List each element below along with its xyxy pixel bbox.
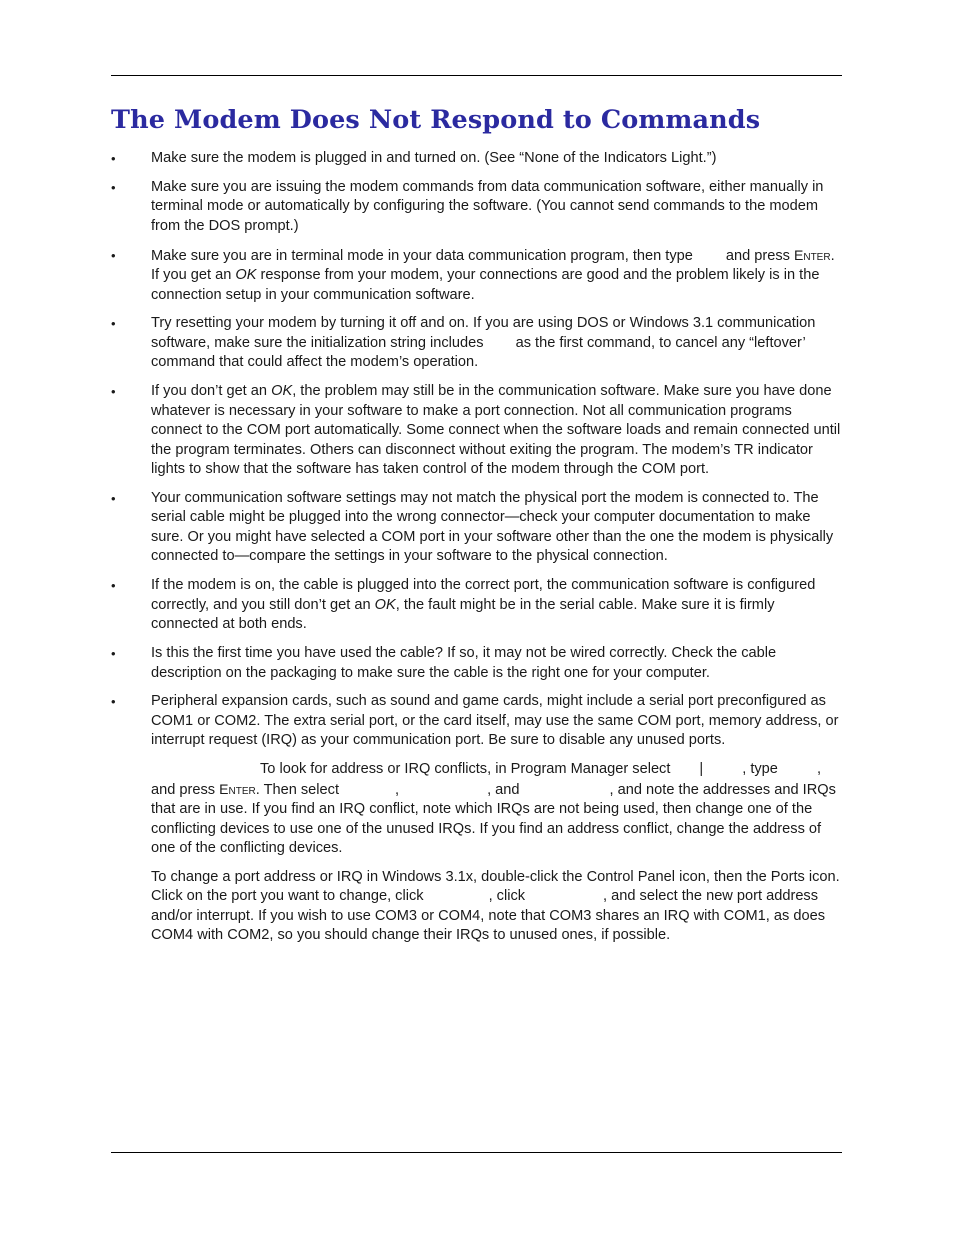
list-item [111, 314, 842, 373]
tip-paragraph [111, 760, 842, 859]
ok-response: OK [271, 383, 293, 400]
item-text: . If you get an [151, 247, 835, 284]
tip-text: , [395, 781, 400, 798]
item-text: Try resetting your modem by turning it off and on. If you are using DOS or Windows 3.1 communication software, make sure the initialization string includes [151, 315, 816, 351]
list-item [111, 489, 842, 567]
enter-key-label: Enter [219, 780, 256, 797]
item-text: If the modem is on, the cable is plugged into the correct port, the communication software is configured correctly, and you still don’t get an [151, 577, 816, 613]
bullet: • [111, 316, 116, 332]
top-rule [111, 75, 842, 76]
change-text: , and select the new port address and/or interrupt. If you wish to use COM3 or COM4, note that COM3 shares an IRQ with COM1, as does COM4 with COM2, so you should change their IRQs to unused ones, if possible. [151, 888, 826, 944]
bullet: • [111, 578, 116, 594]
bullet: • [111, 384, 116, 400]
item-text: Make sure you are in terminal mode in your data communication program, then type [151, 247, 693, 264]
change-text: , click [488, 888, 526, 905]
enter-key-label: Enter [794, 246, 831, 263]
list-item [111, 576, 842, 635]
list-item [111, 382, 842, 480]
item-text: , the fault might be in the serial cable. Make sure it is firmly connected at both ends. [151, 596, 775, 633]
item-text: Make sure the modem is plugged in and turned on. (See “None of the Indicators Light.”) [151, 150, 717, 166]
item-text: Is this the first time you have used the cable? If so, it may not be wired correctly. Check the cable description on the packaging to make sure the cable is the right one for your computer. [151, 645, 777, 681]
change-text: To change a port address or IRQ in Windows 3.1x, double-click the Control Panel icon, then the Ports icon. Click on the port you want to change, click [151, 868, 840, 905]
menu-separator: | [699, 761, 704, 778]
body-content [111, 149, 842, 955]
item-text: response from your modem, your connections are good and the problem likely is in the connection setup in your communication software. [151, 267, 820, 303]
tip-text: To look for address or IRQ conflicts, in Program Manager select [260, 761, 671, 778]
bullet: • [111, 694, 116, 710]
port-change-paragraph [111, 868, 842, 946]
bottom-rule [111, 1152, 842, 1153]
list-item [111, 149, 842, 169]
ok-response: OK [235, 267, 257, 284]
bullet: • [111, 179, 116, 195]
tip-text: . Then select [255, 781, 340, 798]
list-item [111, 644, 842, 683]
ok-response: OK [374, 596, 396, 613]
bullet: • [111, 646, 116, 662]
bullet: • [111, 490, 116, 506]
item-text: Make sure you are issuing the modem commands from data communication software, either manually in terminal mode or automatically by configuring the software. (You cannot send commands to the modem from the DOS prompt.) [151, 178, 824, 234]
tip-text: , and [487, 781, 520, 798]
item-text: as the first command, to cancel any “leftover’ command that could affect the modem’s operation. [151, 334, 806, 371]
item-text: Peripheral expansion cards, such as sound and game cards, might include a serial port preconfigured as COM1 or COM2. The extra serial port, or the card itself, may use the same COM port, memory address, or interrupt request (IRQ) as your communication port. Be sure to disable any unused ports. [151, 693, 839, 749]
list-item [111, 692, 842, 751]
item-text: Your communication software settings may not match the physical port the modem is connected to. The serial cable might be plugged into the wrong connector—check your computer documentation to make sure. Or you might have selected a COM port in your software other than the one the modem is physically connected to—compare the settings in your software to the physical connection. [151, 489, 834, 565]
bullet: • [111, 247, 116, 263]
item-text: and press [725, 247, 790, 264]
tip-text: , and note the addresses and IRQs that are in use. If you find an IRQ conflict, note which IRQs are not being used, then change one of the conflicting devices to use one of the unused IRQs. If you find an address conflict, change the address of one of the conflicting devices. [151, 781, 836, 857]
bullet: • [111, 151, 116, 166]
list-item [111, 246, 842, 306]
tip-text: , and press [151, 761, 822, 798]
tip-text: , type [742, 761, 778, 778]
item-text: If you don’t get an [151, 383, 268, 400]
item-text: , the problem may still be in the communication software. Make sure you have done whatever is necessary in your software to make a port connection. Not all communication programs connect to the COM port automatically. Some connect when the software loads and remain connected until the program terminates. Others can disconnect without exiting the program. The modem’s TR indicator lights to show that the software has taken control of the modem through the COM port. [151, 383, 841, 478]
page-heading: The Modem Does Not Respond to Commands [111, 105, 761, 135]
list-item [111, 178, 842, 237]
